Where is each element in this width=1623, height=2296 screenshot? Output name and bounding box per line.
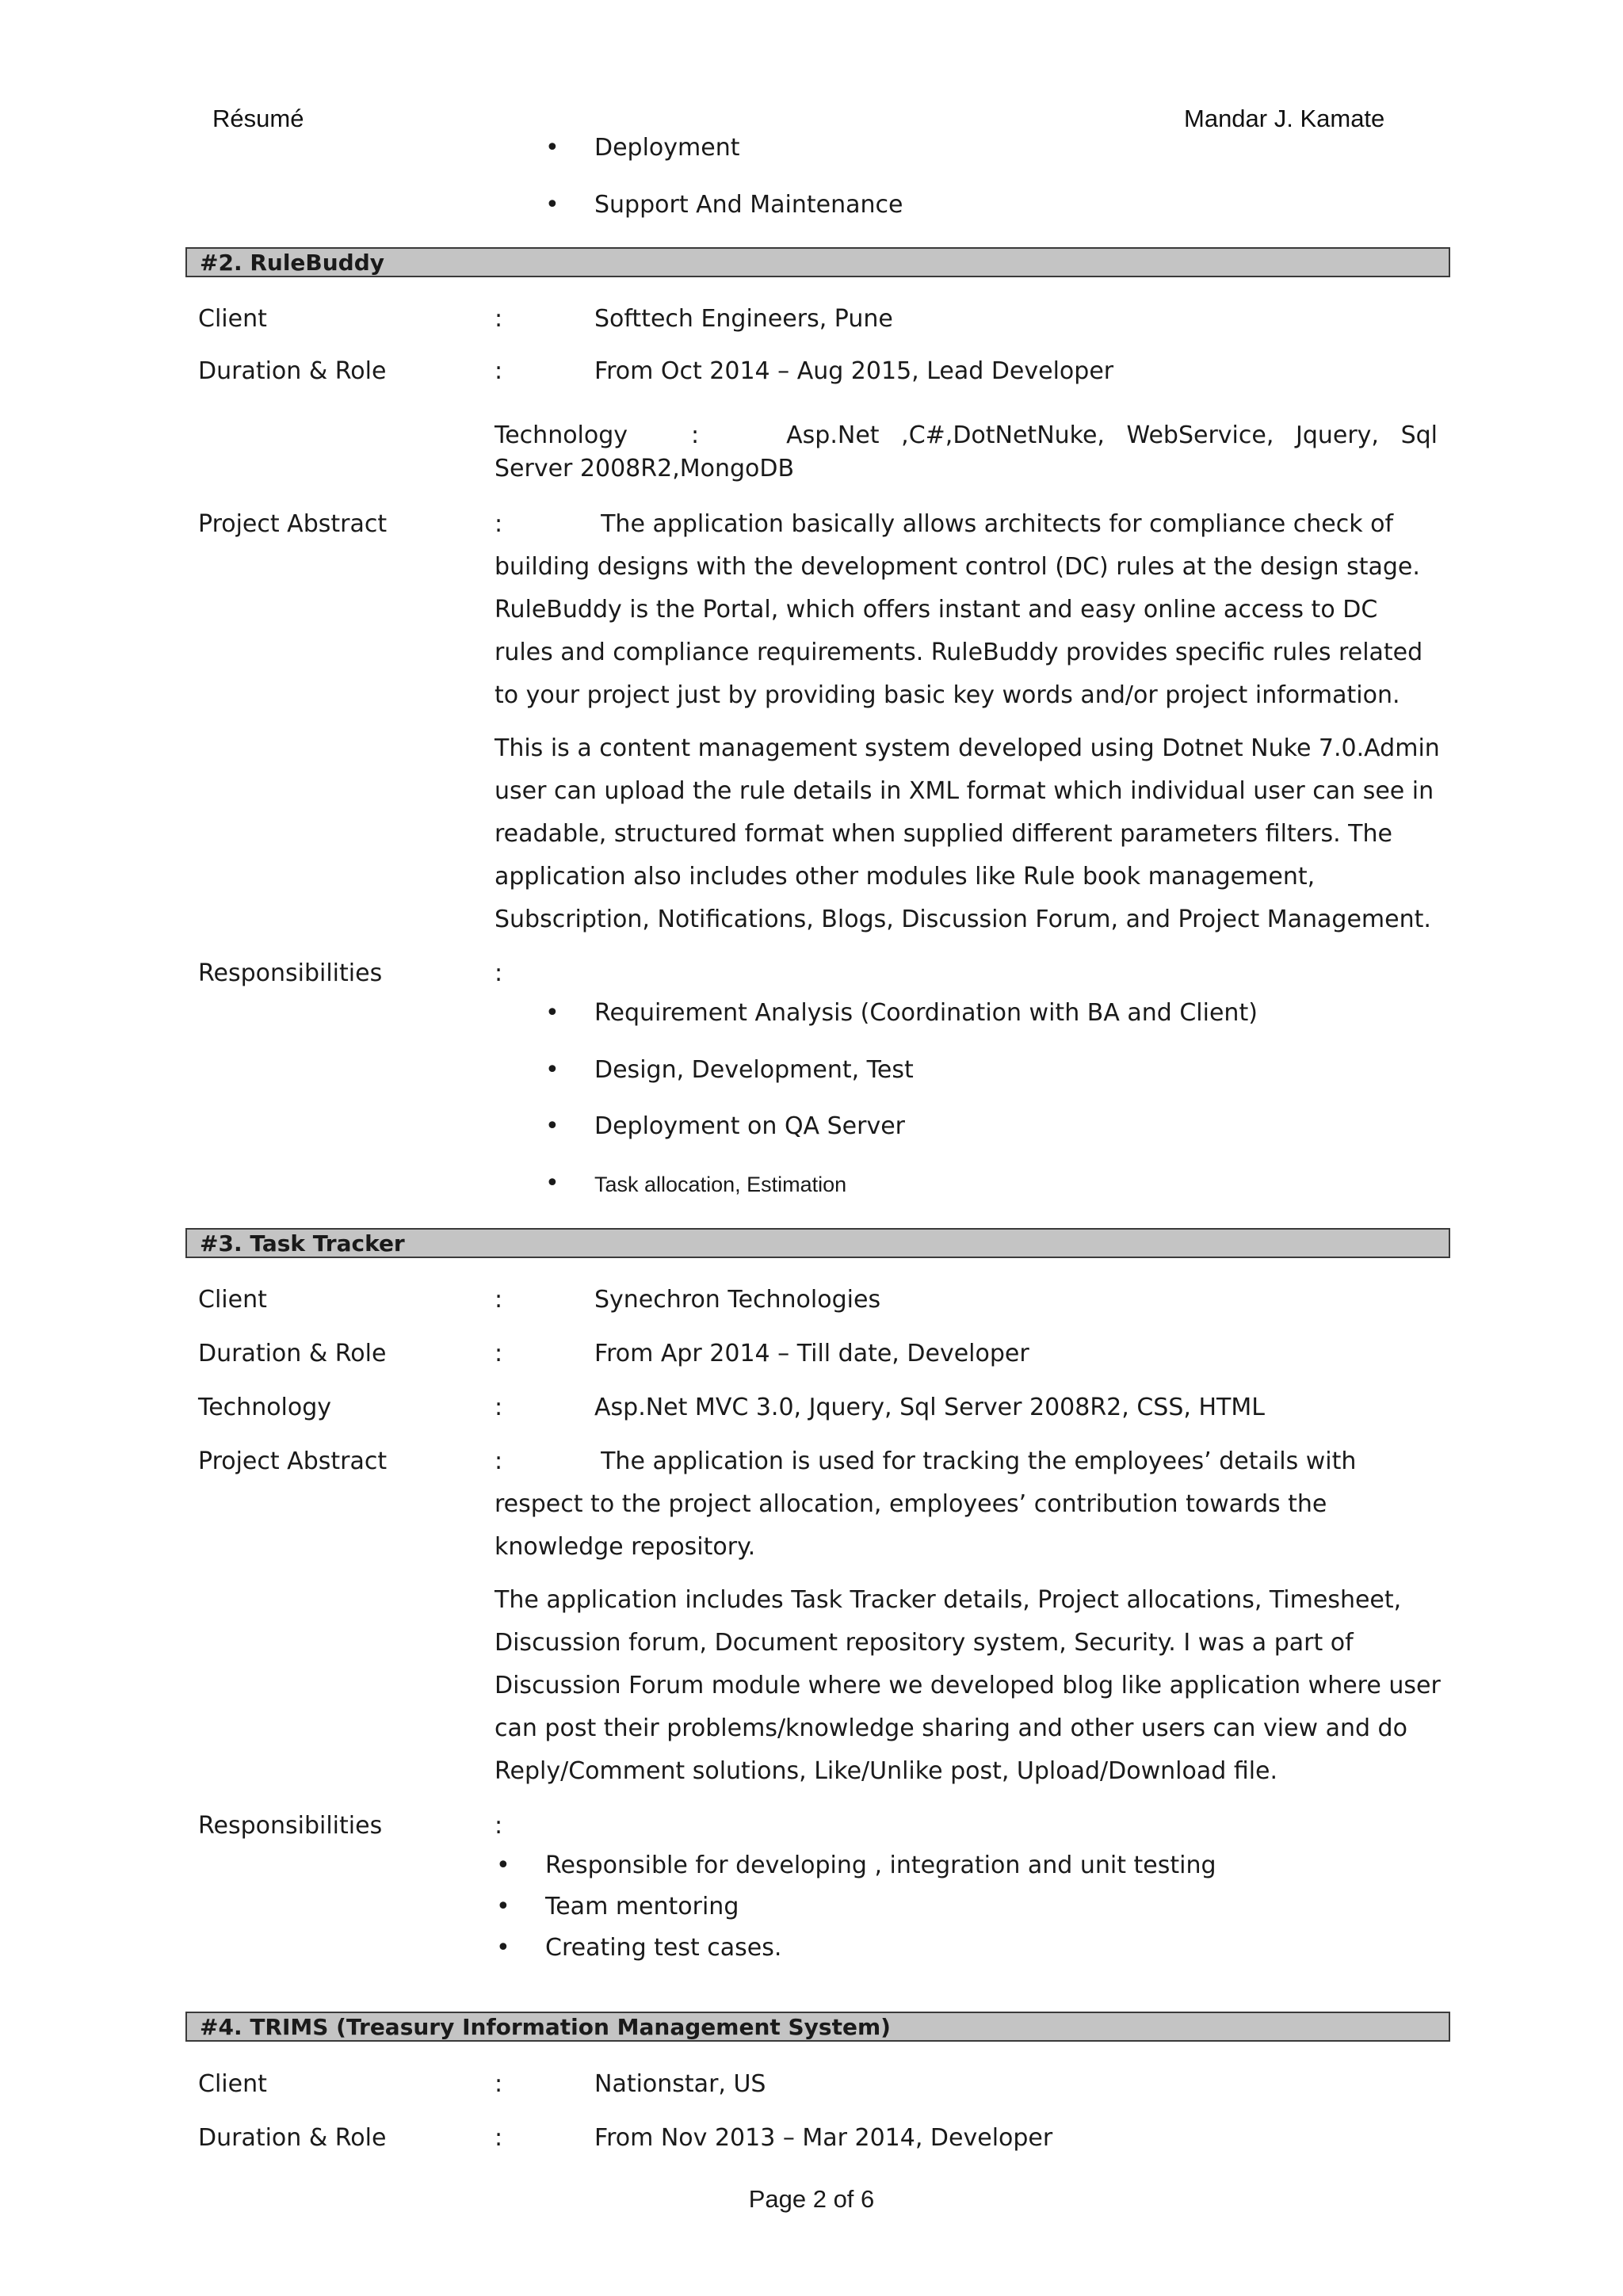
section-header-task-tracker <box>185 1228 1450 1258</box>
responsibilities-label: Responsibilities <box>198 959 383 987</box>
colon: : <box>495 510 503 538</box>
colon: : <box>495 1394 503 1421</box>
colon: : <box>495 1812 503 1840</box>
duration-value: From Nov 2013 – Mar 2014, Developer <box>594 2124 1053 2152</box>
client-value: Softtech Engineers, Pune <box>594 305 893 333</box>
client-value: Synechron Technologies <box>594 1286 881 1314</box>
bullet-icon: • <box>496 1934 510 1962</box>
bullet-icon: • <box>545 999 559 1027</box>
client-value: Nationstar, US <box>594 2070 766 2098</box>
technology-value: Asp.Net ,C#,DotNetNuke, WebService, Jquery, Sql Server 2008R2,MongoDB <box>495 421 1438 482</box>
abstract-text: The application is used for tracking the employees’ details with respect to the project allocation, employees’ contribution towards the knowledge repository. <box>495 1447 1357 1561</box>
colon: : <box>495 305 503 333</box>
list-item: Responsible for developing , integration and unit testing <box>545 1852 1216 1879</box>
technology-line <box>495 419 1438 486</box>
section-header-trims <box>185 2012 1450 2042</box>
bullet-icon: • <box>545 191 559 219</box>
header-right: Mandar J. Kamate <box>1184 105 1385 132</box>
technology-label: Technology <box>198 1394 332 1421</box>
bullet-icon: • <box>545 134 559 162</box>
list-item: Creating test cases. <box>545 1934 782 1962</box>
list-item: Requirement Analysis (Coordination with BA and Client) <box>594 999 1258 1027</box>
bullet-icon: • <box>545 1056 559 1084</box>
list-item: Deployment on QA Server <box>594 1112 905 1140</box>
duration-value: From Oct 2014 – Aug 2015, Lead Developer <box>594 357 1114 385</box>
abstract-label: Project Abstract <box>198 1447 388 1475</box>
duration-label: Duration & Role <box>198 2124 387 2152</box>
colon: : <box>495 357 503 385</box>
section-title: #2. RuleBuddy <box>200 250 385 276</box>
section-title: #3. Task Tracker <box>200 1230 405 1257</box>
section-header-rulebuddy <box>185 247 1450 277</box>
list-item: Task allocation, Estimation <box>594 1173 847 1196</box>
colon: : <box>495 1447 503 1475</box>
abstract-paragraph-1 <box>495 1440 1442 1569</box>
colon: : <box>495 2124 503 2152</box>
list-item: Design, Development, Test <box>594 1056 914 1084</box>
colon: : <box>495 1286 503 1314</box>
client-label: Client <box>198 305 267 333</box>
colon: : <box>495 1340 503 1367</box>
abstract-text: The application basically allows architects for compliance check of building designs with the development control (DC) rules at the design stage. RuleBuddy is the Portal, which offers instant and easy online access to DC rules and compliance requirements. RuleBuddy provides specific rules related to your project just by providing basic key words and/or project information. <box>495 510 1423 709</box>
client-label: Client <box>198 1286 267 1314</box>
abstract-paragraph-1 <box>495 503 1442 717</box>
responsibilities-label: Responsibilities <box>198 1812 383 1840</box>
abstract-paragraph-2: This is a content management system developed using Dotnet Nuke 7.0.Admin user can upload the rule details in XML format which individual user can see in readable, structured format when supplied different parameters filters. The application also includes other modules like Rule book management, Subscription, Notifications, Blogs, Discussion Forum, and Project Management. <box>495 734 1440 933</box>
duration-label: Duration & Role <box>198 357 387 385</box>
duration-label: Duration & Role <box>198 1340 387 1367</box>
header-left: Résumé <box>212 105 304 132</box>
page-number: Page 2 of 6 <box>748 2185 875 2213</box>
section-title: #4. TRIMS (Treasury Information Management System) <box>200 2014 891 2040</box>
duration-value: From Apr 2014 – Till date, Developer <box>594 1340 1029 1367</box>
list-item: Deployment <box>594 134 740 162</box>
list-item: Support And Maintenance <box>594 191 903 219</box>
colon: : <box>691 421 700 449</box>
bullet-icon: • <box>545 1112 559 1140</box>
colon: : <box>495 959 503 987</box>
abstract-paragraph-2: The application includes Task Tracker details, Project allocations, Timesheet, Discussion forum, Document repository system, Security. I was a part of Discussion Forum module where we developed blog like application where user can post their problems/knowledge sharing and other users can view and do Reply/Comment solutions, Like/Unlike post, Upload/Download file. <box>495 1586 1441 1785</box>
client-label: Client <box>198 2070 267 2098</box>
list-item: Team mentoring <box>545 1893 739 1920</box>
technology-value: Asp.Net MVC 3.0, Jquery, Sql Server 2008R2, CSS, HTML <box>594 1394 1265 1421</box>
colon: : <box>495 2070 503 2098</box>
bullet-icon: • <box>496 1852 510 1879</box>
bullet-icon: • <box>545 1169 559 1197</box>
bullet-icon: • <box>496 1893 510 1920</box>
abstract-label: Project Abstract <box>198 510 388 538</box>
technology-label: Technology <box>495 421 628 449</box>
